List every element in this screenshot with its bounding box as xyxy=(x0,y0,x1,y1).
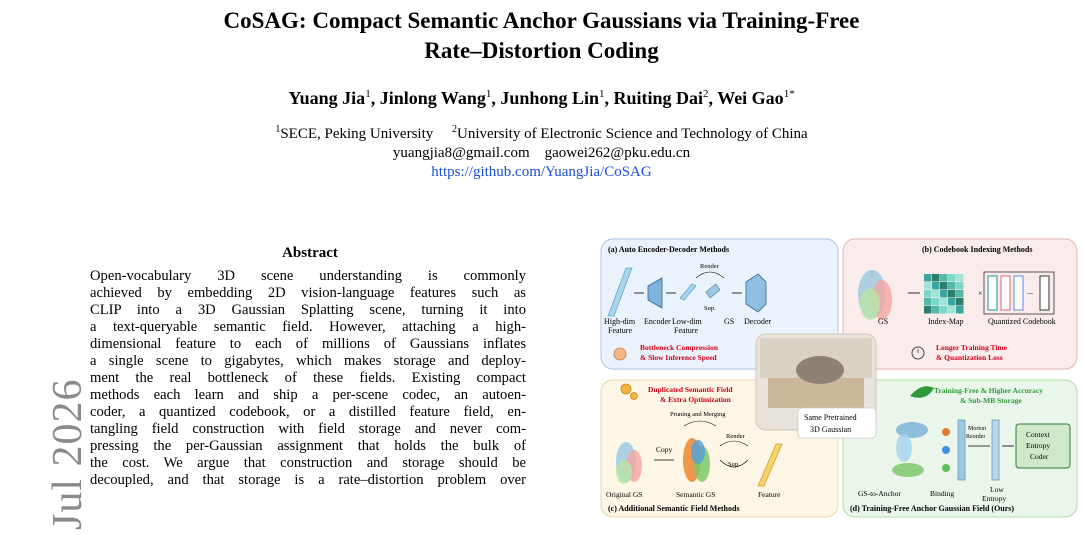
label-semantic-gs: Semantic GS xyxy=(676,490,716,499)
author xyxy=(500,88,604,108)
abstract-line: ment the real bottleneck of these fields. Existing compact xyxy=(90,370,526,386)
index-map-cell xyxy=(956,298,964,306)
index-map-cell xyxy=(924,274,932,282)
center-label-1: Same Pretrained xyxy=(804,413,857,422)
emails: yuangjia8@gmail.com gaowei262@pku.edu.cn xyxy=(392,145,691,161)
label-low: Low xyxy=(990,485,1004,494)
abstract-line: methods each learn and ship a per-scene codec, an autoen- xyxy=(90,387,526,403)
label-decoder: Decoder xyxy=(744,317,772,326)
index-map-cell xyxy=(932,282,940,290)
github-link[interactable]: https://github.com/YuangJia/CoSAG xyxy=(431,164,652,180)
label-feature-c: Feature xyxy=(758,490,781,499)
issue-a-1: Bottleneck Compression xyxy=(640,343,718,352)
benefit-d-2: & Sub-MB Storage xyxy=(960,396,1022,405)
anchor-gs-icon-2 xyxy=(896,434,912,462)
label-index-map: Index-Map xyxy=(928,317,964,326)
label-encoder: Encoder xyxy=(644,317,671,326)
label-lowdim-2: Feature xyxy=(674,326,698,335)
binding-bar xyxy=(958,420,965,480)
abstract-line: coder, a quantized codebook, or a distilled feature field, en- xyxy=(90,404,526,420)
index-map-cell xyxy=(924,290,932,298)
label-copy: Copy xyxy=(656,445,673,454)
codebook-col-4 xyxy=(1040,276,1049,310)
anchor-gs-icon-3 xyxy=(892,463,924,477)
abstract-line: CLIP into a 3D Gaussian Splatting scene, turning it into xyxy=(90,302,526,318)
author-name: Ruiting Dai xyxy=(613,88,703,108)
overview-figure xyxy=(600,238,1078,518)
center-photo-object xyxy=(796,356,844,384)
label-original-gs: Original GS xyxy=(606,490,643,499)
issue-b-2: & Quantization Loss xyxy=(936,353,1003,362)
author-affil-sup: 1 xyxy=(365,88,371,100)
label-render-a: Render xyxy=(700,263,719,270)
coder-1: Context xyxy=(1026,430,1050,439)
author-affil-sup: 1 xyxy=(598,88,605,100)
label-gs-b: GS xyxy=(878,317,889,326)
snail-icon xyxy=(614,348,626,360)
index-map-cell xyxy=(956,282,964,290)
index-map-cell xyxy=(924,282,932,290)
author xyxy=(717,88,795,108)
affiliation-2: University of Electronic Science and Technology of China xyxy=(457,126,808,142)
abstract-line: tangling field construction with field storage and never com- xyxy=(90,421,526,437)
index-map-cell xyxy=(940,274,948,282)
index-map-cell xyxy=(924,306,932,314)
anchor-dot-3 xyxy=(942,464,950,472)
label-times: × xyxy=(978,289,983,298)
issue-c-2: & Extra Optimization xyxy=(660,395,731,404)
issue-c-1: Duplicated Semantic Field xyxy=(648,385,733,394)
index-map-cell xyxy=(948,282,956,290)
index-map-icon xyxy=(924,274,964,314)
panel-c-title: (c) Additional Semantic Field Methods xyxy=(608,504,740,513)
abstract-line: Open-vocabulary 3D scene understanding is commonly xyxy=(90,268,526,284)
index-map-cell xyxy=(956,306,964,314)
anchor-dot-2 xyxy=(942,446,950,454)
author-name: Yuang Jia xyxy=(288,88,366,108)
abstract-line: the cost. We argue that construction and storage should be xyxy=(90,455,526,471)
label-gs-to-anchor: GS-to-Anchor xyxy=(858,489,901,498)
center-label-2: 3D Gaussian xyxy=(810,425,852,434)
index-map-cell xyxy=(924,298,932,306)
label-gs-a: GS xyxy=(724,317,735,326)
author xyxy=(288,88,370,108)
codebook-col-1 xyxy=(988,276,997,310)
affil-sup-1: 1 xyxy=(275,124,281,135)
author-affil-sup: 1 xyxy=(485,88,492,100)
label-morton-2: Reorder xyxy=(966,434,986,440)
affiliation-line xyxy=(0,120,1083,144)
index-map-cell xyxy=(948,298,956,306)
gears-icon xyxy=(621,384,631,394)
label-binding: Binding xyxy=(930,489,955,498)
index-map-cell xyxy=(940,290,948,298)
gs-icon-b-3 xyxy=(860,288,880,320)
issue-b-1: Longer Training Time xyxy=(936,343,1007,352)
author-list: Yuang Jia$^1$, Jinlong Wang$^1$, Junhong Lin$^1$, Ruiting Dai$^2$, Wei Gao$^{1*}$ xyxy=(288,88,795,108)
author-name: Jinlong Wang xyxy=(379,88,486,108)
panel-b-title: (b) Codebook Indexing Methods xyxy=(922,245,1033,254)
index-map-cell xyxy=(932,306,940,314)
label-pruning: Pruning and Merging xyxy=(670,411,726,418)
title-line-1: CoSAG: Compact Semantic Anchor Gaussians via Training-Free xyxy=(223,8,860,33)
paper-title xyxy=(0,6,1083,66)
arxiv-stamp-text: Jul 2026 xyxy=(45,378,91,530)
author-affil-sup: 2 xyxy=(703,88,709,100)
abstract-line: achieved by embedding 2D vision-language features such as xyxy=(90,285,526,301)
decoder-icon xyxy=(746,274,766,312)
affiliation-1: SECE, Peking University xyxy=(280,126,434,142)
label-render-c: Render xyxy=(726,433,745,440)
panel-a-title: (a) Auto Encoder-Decoder Methods xyxy=(608,245,730,254)
low-entropy-bar xyxy=(992,420,999,480)
label-highdim-2: Feature xyxy=(608,326,632,335)
index-map-cell xyxy=(940,298,948,306)
label-morton-1: Morton xyxy=(968,426,986,432)
issue-a-2: & Slow Inference Speed xyxy=(640,353,717,362)
benefit-d-1: Training-Free & Higher Accuracy xyxy=(934,386,1043,395)
anchor-dot-1 xyxy=(942,428,950,436)
label-entropy: Entropy xyxy=(982,494,1007,503)
label-sup-c: Sup. xyxy=(728,461,740,468)
abstract-heading: Abstract xyxy=(282,245,338,261)
semantic-gs-icon-3 xyxy=(691,440,705,464)
abstract-line: a single scene to gigabytes, which makes storage and deploy- xyxy=(90,353,526,369)
author-name: Junhong Lin xyxy=(500,88,599,108)
index-map-cell xyxy=(948,306,956,314)
index-map-cell xyxy=(956,290,964,298)
index-map-cell xyxy=(932,298,940,306)
author xyxy=(613,88,708,108)
original-gs-icon-3 xyxy=(616,460,632,484)
abstract-line: a text-queryable semantic field. However, attaching a high- xyxy=(90,319,526,335)
gears-icon-2 xyxy=(631,393,638,400)
abstract-line: decoupled, and that storage is a rate–distortion problem over xyxy=(90,472,526,488)
index-map-cell xyxy=(940,282,948,290)
label-codebook: Quantized Codebook xyxy=(988,317,1056,326)
panel-d-title: (d) Training-Free Anchor Gaussian Field (Ours) xyxy=(850,504,1015,513)
label-sup-a: Sup. xyxy=(704,305,716,312)
index-map-cell xyxy=(940,306,948,314)
codebook-col-3 xyxy=(1014,276,1023,310)
index-map-cell xyxy=(948,290,956,298)
label-lowdim-1: Low-dim xyxy=(672,317,702,326)
author xyxy=(380,88,492,108)
abstract-line: dimensional feature to each of millions of Gaussians inflates xyxy=(90,336,526,352)
codebook-dots: ... xyxy=(1027,287,1033,296)
author-affil-sup: 1* xyxy=(783,88,795,100)
coder-2: Entropy xyxy=(1026,441,1051,450)
abstract-line: pressing the per-Gaussian assignment that holds the bulk of xyxy=(90,438,526,454)
codebook-col-2 xyxy=(1001,276,1010,310)
label-highdim-1: High-dim xyxy=(604,317,636,326)
arxiv-stamp xyxy=(4,330,91,535)
coder-3: Coder xyxy=(1030,452,1049,461)
abstract-body xyxy=(90,268,526,535)
index-map-cell xyxy=(932,274,940,282)
index-map-cell xyxy=(956,274,964,282)
index-map-cell xyxy=(932,290,940,298)
author-name: Wei Gao xyxy=(717,88,784,108)
affiliations xyxy=(0,120,1083,182)
index-map-cell xyxy=(948,274,956,282)
affil-sup-2: 2 xyxy=(452,124,457,135)
title-line-2: Rate–Distortion Coding xyxy=(424,38,659,63)
